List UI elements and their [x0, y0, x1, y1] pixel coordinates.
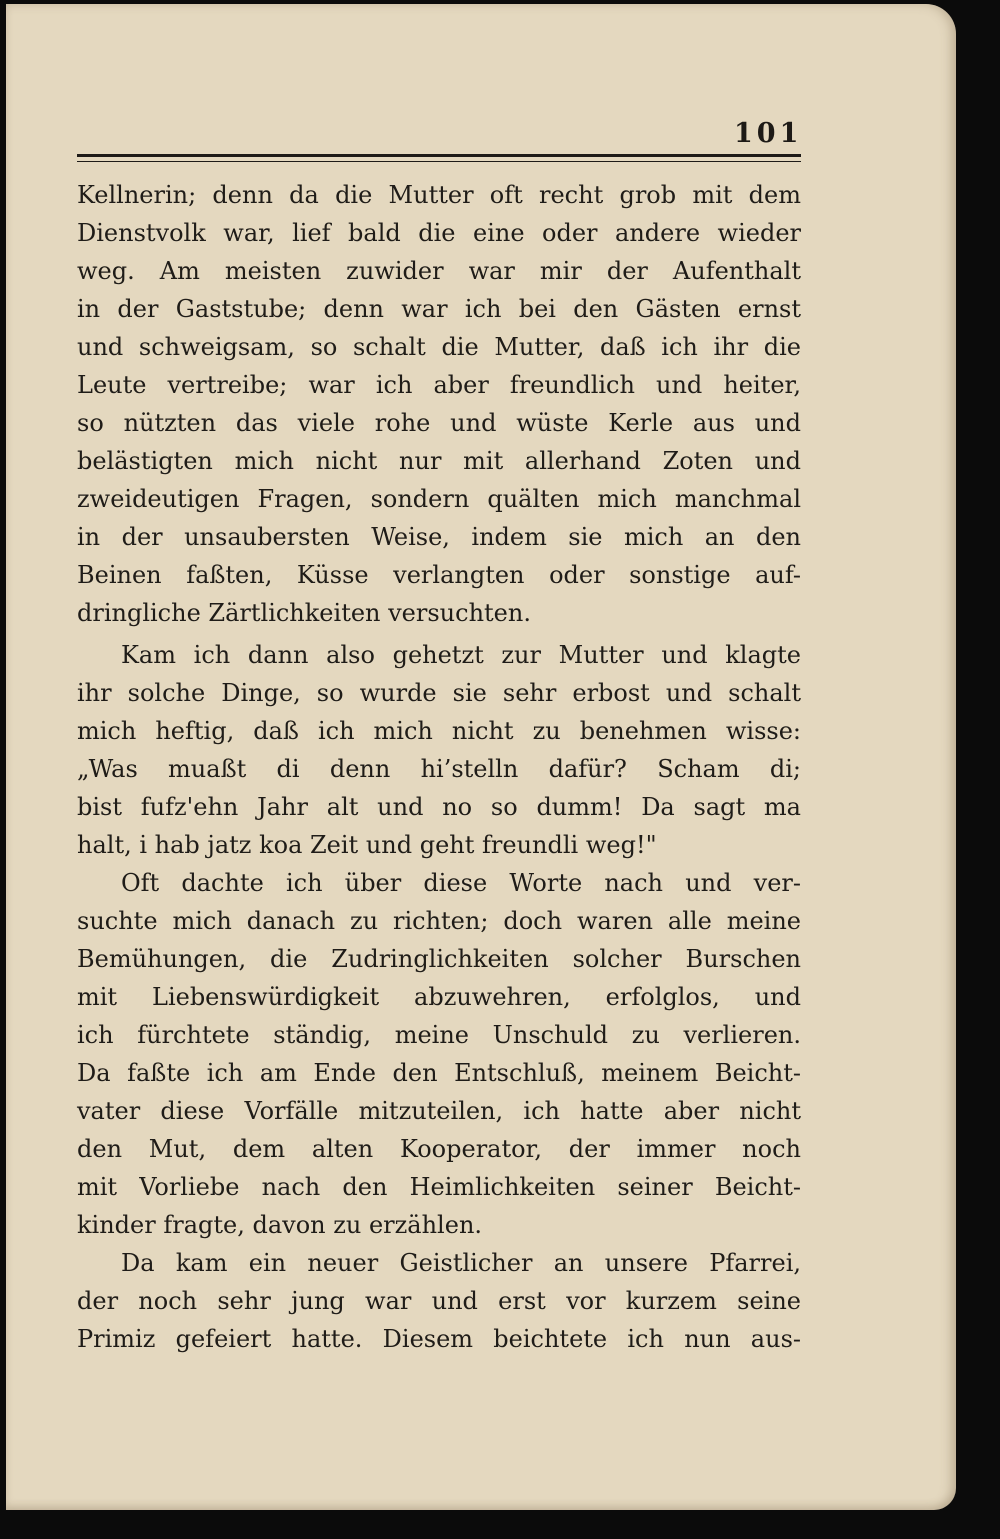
text-line: Leute vertreibe; war ich aber freundlich und heiter, [77, 371, 801, 399]
text-line: in der Gaststube; denn war ich bei den Gästen ernst [77, 295, 801, 323]
text-line: den Mut, dem alten Kooperator, der immer noch [77, 1135, 801, 1163]
text-line: Da faßte ich am Ende den Entschluß, meinem Beicht- [77, 1059, 801, 1087]
text-line: Oft dachte ich über diese Worte nach und ver- [121, 869, 801, 897]
text-line: bist fufz'ehn Jahr alt und no so dumm! Da sagt ma [77, 793, 801, 821]
text-line: suchte mich danach zu richten; doch waren alle meine [77, 907, 801, 935]
text-line: Bemühungen, die Zudringlichkeiten solcher Burschen [77, 945, 801, 973]
header-rule-thin [77, 161, 801, 162]
text-line: Beinen faßten, Küsse verlangten oder sonstige auf- [77, 561, 801, 589]
page-number: 101 [734, 118, 803, 149]
text-line: belästigten mich nicht nur mit allerhand Zoten und [77, 447, 801, 475]
text-line: Dienstvolk war, lief bald die eine oder andere wieder [77, 219, 801, 247]
text-line: so nützten das viele rohe und wüste Kerle aus und [77, 409, 801, 437]
text-line: kinder fragte, davon zu erzählen. [77, 1211, 483, 1239]
header-rule-thick [77, 154, 801, 157]
text-line: und schweigsam, so schalt die Mutter, daß ich ihr die [77, 333, 801, 361]
text-line: Kellnerin; denn da die Mutter oft recht grob mit dem [77, 181, 801, 209]
book-page [6, 4, 956, 1510]
text-line: „Was muaßt di denn hi’stelln dafür? Scham di; [77, 755, 801, 783]
text-line: ich fürchtete ständig, meine Unschuld zu verlieren. [77, 1021, 801, 1049]
text-line: Da kam ein neuer Geistlicher an unsere Pfarrei, [121, 1249, 801, 1277]
text-line: ihr solche Dinge, so wurde sie sehr erbost und schalt [77, 679, 801, 707]
text-line: in der unsaubersten Weise, indem sie mich an den [77, 523, 801, 551]
text-line: halt, i hab jatz koa Zeit und geht freundli weg!" [77, 831, 657, 859]
text-line: weg. Am meisten zuwider war mir der Aufenthalt [77, 257, 801, 285]
text-line: zweideutigen Fragen, sondern quälten mich manchmal [77, 485, 801, 513]
text-line: mit Vorliebe nach den Heimlichkeiten seiner Beicht- [77, 1173, 801, 1201]
text-line: der noch sehr jung war und erst vor kurzem seine [77, 1287, 801, 1315]
text-line: mit Liebenswürdigkeit abzuwehren, erfolglos, und [77, 983, 801, 1011]
text-line: dringliche Zärtlichkeiten versuchten. [77, 599, 531, 627]
text-line: Kam ich dann also gehetzt zur Mutter und klagte [121, 641, 801, 669]
text-line: Primiz gefeiert hatte. Diesem beichtete ich nun aus- [77, 1325, 801, 1353]
text-line: mich heftig, daß ich mich nicht zu benehmen wisse: [77, 717, 801, 745]
text-line: vater diese Vorfälle mitzuteilen, ich hatte aber nicht [77, 1097, 801, 1125]
